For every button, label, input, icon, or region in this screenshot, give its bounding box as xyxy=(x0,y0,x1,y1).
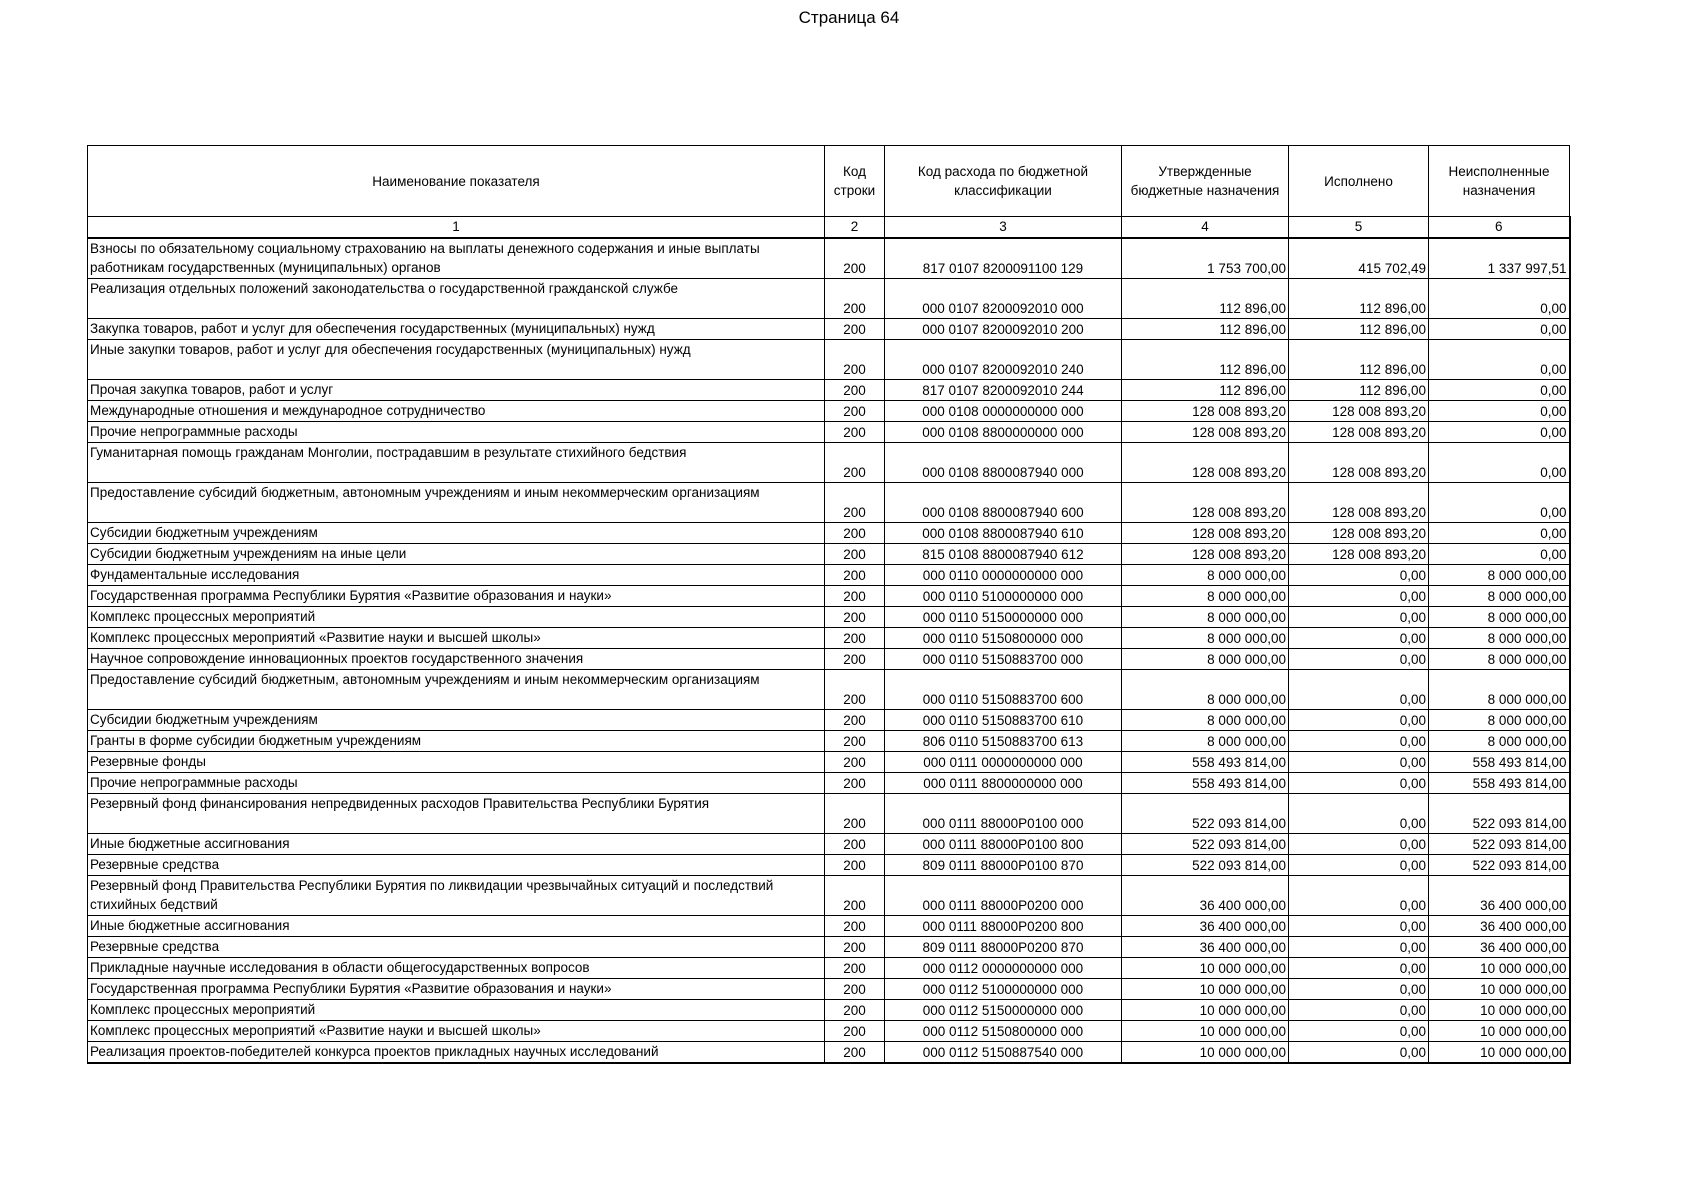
column-header-unexecuted: Неисполненные назначения xyxy=(1429,146,1570,217)
row-executed-cell: 0,00 xyxy=(1289,834,1429,855)
row-approved-cell: 522 093 814,00 xyxy=(1122,834,1289,855)
row-unexecuted-cell: 8 000 000,00 xyxy=(1429,586,1570,607)
row-code-cell: 200 xyxy=(825,319,885,340)
row-kbk-cell: 000 0110 5150800000 000 xyxy=(885,628,1122,649)
row-code-cell: 200 xyxy=(825,238,885,279)
column-header-approved: Утвержденные бюджетные назначения xyxy=(1122,146,1289,217)
table-row xyxy=(88,670,1570,710)
table-row xyxy=(88,710,1570,731)
row-code-cell: 200 xyxy=(825,483,885,523)
row-name-cell: Прочие непрограммные расходы xyxy=(88,422,825,443)
row-kbk-cell: 000 0110 5150883700 600 xyxy=(885,670,1122,710)
page-number-header: Страница 64 xyxy=(798,8,900,27)
table-row xyxy=(88,607,1570,628)
row-name-cell: Резервные фонды xyxy=(88,752,825,773)
row-executed-cell: 0,00 xyxy=(1289,1000,1429,1021)
row-unexecuted-cell: 8 000 000,00 xyxy=(1429,565,1570,586)
row-name-cell: Иные закупки товаров, работ и услуг для обеспечения государственных (муниципальных) нужд xyxy=(88,340,825,380)
table-row xyxy=(88,649,1570,670)
row-approved-cell: 522 093 814,00 xyxy=(1122,855,1289,876)
row-unexecuted-cell: 0,00 xyxy=(1429,483,1570,523)
row-kbk-cell: 000 0110 5100000000 000 xyxy=(885,586,1122,607)
row-unexecuted-cell: 522 093 814,00 xyxy=(1429,855,1570,876)
row-code-cell: 200 xyxy=(825,565,885,586)
table-row xyxy=(88,979,1570,1000)
row-kbk-cell: 000 0108 8800087940 600 xyxy=(885,483,1122,523)
row-name-cell: Закупка товаров, работ и услуг для обеспечения государственных (муниципальных) нужд xyxy=(88,319,825,340)
row-executed-cell: 0,00 xyxy=(1289,731,1429,752)
row-kbk-cell: 000 0110 5150000000 000 xyxy=(885,607,1122,628)
row-approved-cell: 128 008 893,20 xyxy=(1122,401,1289,422)
row-approved-cell: 128 008 893,20 xyxy=(1122,422,1289,443)
row-executed-cell: 128 008 893,20 xyxy=(1289,422,1429,443)
table-row xyxy=(88,794,1570,834)
row-kbk-cell: 000 0111 88000Р0200 000 xyxy=(885,876,1122,916)
row-kbk-cell: 000 0110 5150883700 000 xyxy=(885,649,1122,670)
row-executed-cell: 128 008 893,20 xyxy=(1289,523,1429,544)
table-row xyxy=(88,958,1570,979)
row-code-cell: 200 xyxy=(825,773,885,794)
column-number: 2 xyxy=(825,217,885,239)
row-executed-cell: 0,00 xyxy=(1289,670,1429,710)
row-code-cell: 200 xyxy=(825,279,885,319)
row-executed-cell: 0,00 xyxy=(1289,916,1429,937)
table-row xyxy=(88,1021,1570,1042)
table-row xyxy=(88,443,1570,483)
row-approved-cell: 36 400 000,00 xyxy=(1122,916,1289,937)
row-kbk-cell: 000 0111 88000Р0100 000 xyxy=(885,794,1122,834)
row-approved-cell: 10 000 000,00 xyxy=(1122,958,1289,979)
row-unexecuted-cell: 8 000 000,00 xyxy=(1429,710,1570,731)
row-executed-cell: 0,00 xyxy=(1289,752,1429,773)
row-kbk-cell: 809 0111 88000Р0200 870 xyxy=(885,937,1122,958)
table-row xyxy=(88,752,1570,773)
row-name-cell: Резервные средства xyxy=(88,937,825,958)
row-unexecuted-cell: 0,00 xyxy=(1429,380,1570,401)
row-kbk-cell: 000 0107 8200092010 240 xyxy=(885,340,1122,380)
row-kbk-cell: 815 0108 8800087940 612 xyxy=(885,544,1122,565)
table-row xyxy=(88,876,1570,916)
row-name-cell: Резервный фонд финансирования непредвиденных расходов Правительства Республики Бурятия xyxy=(88,794,825,834)
table-row xyxy=(88,628,1570,649)
row-approved-cell: 8 000 000,00 xyxy=(1122,710,1289,731)
row-name-cell: Резервный фонд Правительства Республики Бурятия по ликвидации чрезвычайных ситуаций и последствий стихийных бедствий xyxy=(88,876,825,916)
row-unexecuted-cell: 36 400 000,00 xyxy=(1429,876,1570,916)
row-code-cell: 200 xyxy=(825,607,885,628)
row-approved-cell: 10 000 000,00 xyxy=(1122,979,1289,1000)
row-approved-cell: 36 400 000,00 xyxy=(1122,876,1289,916)
row-name-cell: Иные бюджетные ассигнования xyxy=(88,916,825,937)
row-kbk-cell: 000 0108 0000000000 000 xyxy=(885,401,1122,422)
row-approved-cell: 10 000 000,00 xyxy=(1122,1021,1289,1042)
row-executed-cell: 112 896,00 xyxy=(1289,380,1429,401)
row-name-cell: Субсидии бюджетным учреждениям на иные цели xyxy=(88,544,825,565)
row-kbk-cell: 000 0110 5150883700 610 xyxy=(885,710,1122,731)
row-name-cell: Государственная программа Республики Бурятия «Развитие образования и науки» xyxy=(88,586,825,607)
row-approved-cell: 128 008 893,20 xyxy=(1122,443,1289,483)
row-code-cell: 200 xyxy=(825,1021,885,1042)
row-unexecuted-cell: 36 400 000,00 xyxy=(1429,916,1570,937)
row-approved-cell: 128 008 893,20 xyxy=(1122,483,1289,523)
row-name-cell: Комплекс процессных мероприятий xyxy=(88,607,825,628)
row-unexecuted-cell: 10 000 000,00 xyxy=(1429,1000,1570,1021)
table-row xyxy=(88,937,1570,958)
row-executed-cell: 112 896,00 xyxy=(1289,279,1429,319)
row-unexecuted-cell: 8 000 000,00 xyxy=(1429,628,1570,649)
row-kbk-cell: 000 0111 88000Р0100 800 xyxy=(885,834,1122,855)
row-code-cell: 200 xyxy=(825,876,885,916)
row-code-cell: 200 xyxy=(825,958,885,979)
table-row xyxy=(88,340,1570,380)
row-executed-cell: 0,00 xyxy=(1289,1042,1429,1064)
row-unexecuted-cell: 1 337 997,51 xyxy=(1429,238,1570,279)
table-row xyxy=(88,586,1570,607)
table-body xyxy=(88,238,1570,1063)
row-approved-cell: 112 896,00 xyxy=(1122,380,1289,401)
row-approved-cell: 128 008 893,20 xyxy=(1122,523,1289,544)
row-code-cell: 200 xyxy=(825,523,885,544)
row-kbk-cell: 000 0112 5100000000 000 xyxy=(885,979,1122,1000)
column-number: 6 xyxy=(1429,217,1570,239)
row-code-cell: 200 xyxy=(825,443,885,483)
column-numbers-row xyxy=(88,217,1570,239)
column-header-code: Код строки xyxy=(825,146,885,217)
row-executed-cell: 0,00 xyxy=(1289,979,1429,1000)
row-code-cell: 200 xyxy=(825,340,885,380)
row-name-cell: Прикладные научные исследования в области общегосударственных вопросов xyxy=(88,958,825,979)
row-executed-cell: 0,00 xyxy=(1289,958,1429,979)
row-unexecuted-cell: 10 000 000,00 xyxy=(1429,958,1570,979)
row-name-cell: Взносы по обязательному социальному страхованию на выплаты денежного содержания и иные выплаты работникам государственных (муниципальных) органов xyxy=(88,238,825,279)
row-name-cell: Прочая закупка товаров, работ и услуг xyxy=(88,380,825,401)
row-code-cell: 200 xyxy=(825,937,885,958)
row-approved-cell: 112 896,00 xyxy=(1122,340,1289,380)
row-approved-cell: 8 000 000,00 xyxy=(1122,731,1289,752)
table-row xyxy=(88,834,1570,855)
row-unexecuted-cell: 0,00 xyxy=(1429,340,1570,380)
row-kbk-cell: 000 0108 8800000000 000 xyxy=(885,422,1122,443)
row-name-cell: Резервные средства xyxy=(88,855,825,876)
row-name-cell: Государственная программа Республики Бурятия «Развитие образования и науки» xyxy=(88,979,825,1000)
row-unexecuted-cell: 522 093 814,00 xyxy=(1429,794,1570,834)
column-number: 3 xyxy=(885,217,1122,239)
row-name-cell: Субсидии бюджетным учреждениям xyxy=(88,523,825,544)
row-name-cell: Предоставление субсидий бюджетным, автономным учреждениям и иным некоммерческим организациям xyxy=(88,483,825,523)
table-row xyxy=(88,422,1570,443)
row-approved-cell: 10 000 000,00 xyxy=(1122,1000,1289,1021)
row-kbk-cell: 817 0107 8200091100 129 xyxy=(885,238,1122,279)
row-executed-cell: 0,00 xyxy=(1289,628,1429,649)
row-name-cell: Фундаментальные исследования xyxy=(88,565,825,586)
row-code-cell: 200 xyxy=(825,380,885,401)
row-code-cell: 200 xyxy=(825,752,885,773)
row-name-cell: Комплекс процессных мероприятий xyxy=(88,1000,825,1021)
row-executed-cell: 0,00 xyxy=(1289,1021,1429,1042)
budget-execution-table xyxy=(87,145,1571,1064)
row-kbk-cell: 000 0112 0000000000 000 xyxy=(885,958,1122,979)
column-number: 1 xyxy=(88,217,825,239)
table-row xyxy=(88,565,1570,586)
row-kbk-cell: 806 0110 5150883700 613 xyxy=(885,731,1122,752)
row-executed-cell: 0,00 xyxy=(1289,855,1429,876)
row-code-cell: 200 xyxy=(825,401,885,422)
row-unexecuted-cell: 10 000 000,00 xyxy=(1429,1042,1570,1064)
table-row xyxy=(88,731,1570,752)
row-code-cell: 200 xyxy=(825,544,885,565)
row-code-cell: 200 xyxy=(825,794,885,834)
row-code-cell: 200 xyxy=(825,649,885,670)
row-name-cell: Иные бюджетные ассигнования xyxy=(88,834,825,855)
row-code-cell: 200 xyxy=(825,710,885,731)
table-row xyxy=(88,544,1570,565)
row-executed-cell: 112 896,00 xyxy=(1289,319,1429,340)
row-unexecuted-cell: 8 000 000,00 xyxy=(1429,607,1570,628)
row-approved-cell: 128 008 893,20 xyxy=(1122,544,1289,565)
row-unexecuted-cell: 0,00 xyxy=(1429,401,1570,422)
row-code-cell: 200 xyxy=(825,855,885,876)
row-approved-cell: 1 753 700,00 xyxy=(1122,238,1289,279)
row-unexecuted-cell: 558 493 814,00 xyxy=(1429,752,1570,773)
row-kbk-cell: 000 0107 8200092010 000 xyxy=(885,279,1122,319)
row-unexecuted-cell: 8 000 000,00 xyxy=(1429,670,1570,710)
row-approved-cell: 8 000 000,00 xyxy=(1122,649,1289,670)
row-approved-cell: 558 493 814,00 xyxy=(1122,773,1289,794)
row-executed-cell: 415 702,49 xyxy=(1289,238,1429,279)
row-name-cell: Субсидии бюджетным учреждениям xyxy=(88,710,825,731)
row-code-cell: 200 xyxy=(825,628,885,649)
row-unexecuted-cell: 10 000 000,00 xyxy=(1429,979,1570,1000)
row-approved-cell: 8 000 000,00 xyxy=(1122,670,1289,710)
table-row xyxy=(88,380,1570,401)
row-kbk-cell: 809 0111 88000Р0100 870 xyxy=(885,855,1122,876)
row-name-cell: Гуманитарная помощь гражданам Монголии, пострадавшим в результате стихийного бедствия xyxy=(88,443,825,483)
table-row xyxy=(88,483,1570,523)
row-unexecuted-cell: 8 000 000,00 xyxy=(1429,731,1570,752)
row-approved-cell: 558 493 814,00 xyxy=(1122,752,1289,773)
row-name-cell: Реализация проектов-победителей конкурса проектов прикладных научных исследований xyxy=(88,1042,825,1064)
row-code-cell: 200 xyxy=(825,979,885,1000)
row-name-cell: Прочие непрограммные расходы xyxy=(88,773,825,794)
row-code-cell: 200 xyxy=(825,916,885,937)
row-unexecuted-cell: 0,00 xyxy=(1429,544,1570,565)
row-code-cell: 200 xyxy=(825,731,885,752)
row-executed-cell: 128 008 893,20 xyxy=(1289,483,1429,523)
row-kbk-cell: 000 0112 5150800000 000 xyxy=(885,1021,1122,1042)
table-row xyxy=(88,1042,1570,1064)
row-unexecuted-cell: 8 000 000,00 xyxy=(1429,649,1570,670)
row-approved-cell: 36 400 000,00 xyxy=(1122,937,1289,958)
row-executed-cell: 0,00 xyxy=(1289,649,1429,670)
table-row xyxy=(88,401,1570,422)
row-approved-cell: 112 896,00 xyxy=(1122,319,1289,340)
row-executed-cell: 0,00 xyxy=(1289,710,1429,731)
row-kbk-cell: 000 0110 0000000000 000 xyxy=(885,565,1122,586)
row-code-cell: 200 xyxy=(825,422,885,443)
row-executed-cell: 112 896,00 xyxy=(1289,340,1429,380)
row-name-cell: Научное сопровождение инновационных проектов государственного значения xyxy=(88,649,825,670)
row-name-cell: Гранты в форме субсидии бюджетным учреждениям xyxy=(88,731,825,752)
row-approved-cell: 8 000 000,00 xyxy=(1122,565,1289,586)
row-executed-cell: 128 008 893,20 xyxy=(1289,443,1429,483)
row-code-cell: 200 xyxy=(825,670,885,710)
row-name-cell: Комплекс процессных мероприятий «Развитие науки и высшей школы» xyxy=(88,628,825,649)
table-row xyxy=(88,916,1570,937)
row-executed-cell: 0,00 xyxy=(1289,773,1429,794)
table-row xyxy=(88,279,1570,319)
row-code-cell: 200 xyxy=(825,1000,885,1021)
row-kbk-cell: 000 0111 8800000000 000 xyxy=(885,773,1122,794)
row-executed-cell: 128 008 893,20 xyxy=(1289,544,1429,565)
row-kbk-cell: 000 0107 8200092010 200 xyxy=(885,319,1122,340)
row-executed-cell: 0,00 xyxy=(1289,607,1429,628)
row-name-cell: Предоставление субсидий бюджетным, автономным учреждениям и иным некоммерческим организациям xyxy=(88,670,825,710)
row-code-cell: 200 xyxy=(825,586,885,607)
row-code-cell: 200 xyxy=(825,834,885,855)
row-approved-cell: 8 000 000,00 xyxy=(1122,607,1289,628)
column-header-executed: Исполнено xyxy=(1289,146,1429,217)
row-executed-cell: 0,00 xyxy=(1289,937,1429,958)
row-code-cell: 200 xyxy=(825,1042,885,1064)
row-executed-cell: 0,00 xyxy=(1289,586,1429,607)
row-name-cell: Реализация отдельных положений законодательства о государственной гражданской службе xyxy=(88,279,825,319)
table-row xyxy=(88,523,1570,544)
column-header-name: Наименование показателя xyxy=(88,146,825,217)
row-approved-cell: 8 000 000,00 xyxy=(1122,628,1289,649)
table-row xyxy=(88,855,1570,876)
column-number: 4 xyxy=(1122,217,1289,239)
row-kbk-cell: 000 0111 88000Р0200 800 xyxy=(885,916,1122,937)
row-approved-cell: 8 000 000,00 xyxy=(1122,586,1289,607)
row-unexecuted-cell: 10 000 000,00 xyxy=(1429,1021,1570,1042)
row-name-cell: Комплекс процессных мероприятий «Развитие науки и высшей школы» xyxy=(88,1021,825,1042)
column-number: 5 xyxy=(1289,217,1429,239)
row-executed-cell: 0,00 xyxy=(1289,565,1429,586)
row-unexecuted-cell: 36 400 000,00 xyxy=(1429,937,1570,958)
row-approved-cell: 112 896,00 xyxy=(1122,279,1289,319)
row-unexecuted-cell: 0,00 xyxy=(1429,422,1570,443)
row-approved-cell: 10 000 000,00 xyxy=(1122,1042,1289,1064)
table-row xyxy=(88,319,1570,340)
row-unexecuted-cell: 0,00 xyxy=(1429,523,1570,544)
row-name-cell: Международные отношения и международное сотрудничество xyxy=(88,401,825,422)
row-unexecuted-cell: 558 493 814,00 xyxy=(1429,773,1570,794)
row-executed-cell: 0,00 xyxy=(1289,794,1429,834)
row-approved-cell: 522 093 814,00 xyxy=(1122,794,1289,834)
row-unexecuted-cell: 0,00 xyxy=(1429,319,1570,340)
table-row xyxy=(88,1000,1570,1021)
row-kbk-cell: 000 0111 0000000000 000 xyxy=(885,752,1122,773)
row-unexecuted-cell: 0,00 xyxy=(1429,443,1570,483)
row-kbk-cell: 817 0107 8200092010 244 xyxy=(885,380,1122,401)
table-row xyxy=(88,773,1570,794)
row-kbk-cell: 000 0112 5150887540 000 xyxy=(885,1042,1122,1064)
row-unexecuted-cell: 0,00 xyxy=(1429,279,1570,319)
row-kbk-cell: 000 0108 8800087940 000 xyxy=(885,443,1122,483)
row-executed-cell: 0,00 xyxy=(1289,876,1429,916)
row-executed-cell: 128 008 893,20 xyxy=(1289,401,1429,422)
column-header-kbk: Код расхода по бюджетной классификации xyxy=(885,146,1122,217)
table-header-row xyxy=(88,146,1570,217)
row-kbk-cell: 000 0108 8800087940 610 xyxy=(885,523,1122,544)
table-row xyxy=(88,238,1570,279)
row-unexecuted-cell: 522 093 814,00 xyxy=(1429,834,1570,855)
row-kbk-cell: 000 0112 5150000000 000 xyxy=(885,1000,1122,1021)
